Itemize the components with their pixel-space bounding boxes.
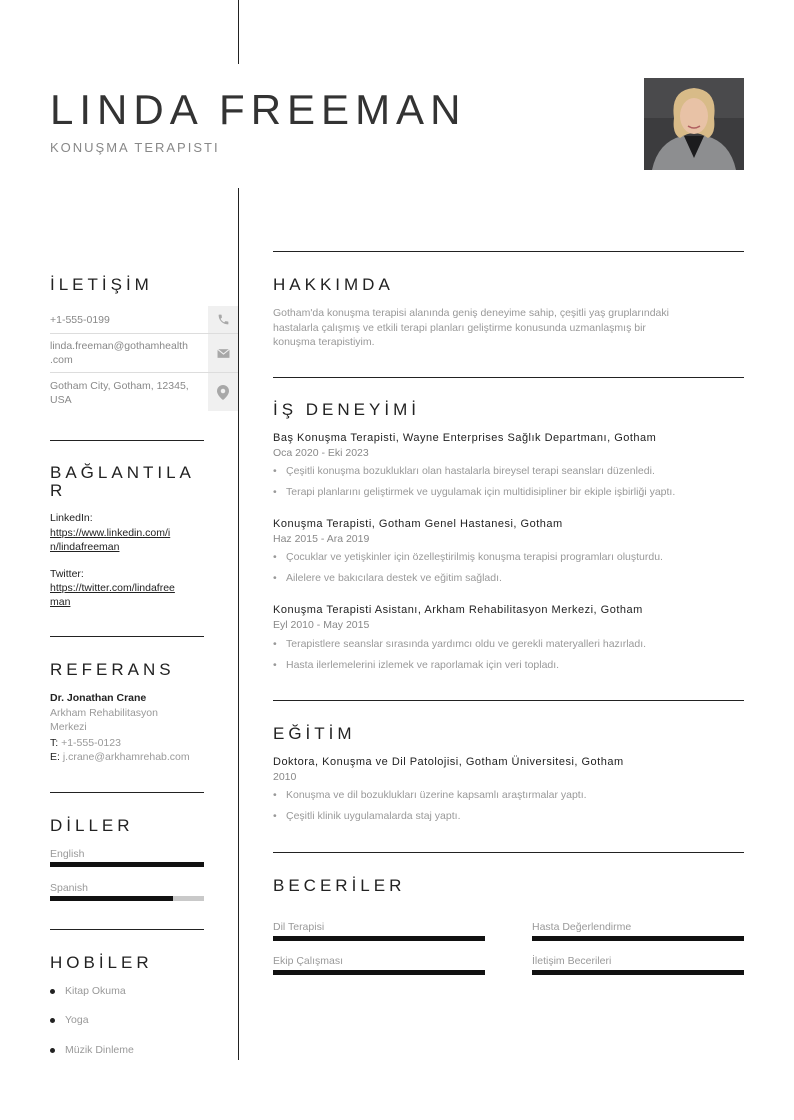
reference-name: Dr. Jonathan Crane: [50, 692, 147, 704]
skills-section-title: BECERİLER: [273, 876, 406, 895]
languages-section-title: DİLLER: [50, 816, 134, 835]
skill-item: [273, 921, 485, 933]
education-bullet-text: Konuşma ve dil bozuklukları üzerine kapsamlı araştırmalar yaptı.: [286, 789, 587, 801]
envelope-icon: [208, 334, 238, 372]
candidate-job-title: KONUŞMA TERAPISTI: [50, 140, 220, 155]
job-bullet: [273, 465, 655, 477]
candidate-name: LINDA FREEMAN: [50, 86, 467, 133]
contact-phone-row: [50, 306, 238, 334]
links-title-line1: BAĞLANTILA: [50, 463, 195, 482]
hobbies-section-title: HOBİLER: [50, 953, 153, 972]
twitter-label: Twitter:: [50, 568, 84, 580]
linkedin-link[interactable]: [50, 526, 210, 554]
job-date: Oca 2020 - Eki 2023: [273, 447, 369, 459]
skill-level-bar: [532, 936, 744, 941]
reference-phone: +1-555-0123: [58, 737, 121, 749]
hobby-item: [50, 1044, 134, 1056]
hobby-label: Kitap Okuma: [65, 985, 126, 997]
contact-address-line2: USA: [50, 394, 72, 406]
education-degree: Doktora, Konuşma ve Dil Patolojisi, Gotham Üniversitesi, Gotham: [273, 756, 624, 768]
right-divider-1: [273, 251, 744, 252]
profile-photo: [644, 78, 744, 170]
contact-address-row: [50, 373, 238, 411]
left-divider-3: [50, 792, 204, 793]
skill-level-bar: [273, 936, 485, 941]
bullet-icon: •: [273, 789, 277, 801]
skill-level-bar: [532, 970, 744, 975]
bullet-icon: •: [273, 465, 277, 477]
twitter-url-line1: https://twitter.com/lindafree: [50, 582, 175, 594]
job-title: Konuşma Terapisti, Gotham Genel Hastanesi, Gotham: [273, 518, 563, 530]
education-bullet: [273, 789, 587, 801]
hobby-item: [50, 1014, 89, 1026]
education-bullet-text: Çeşitli klinik uygulamalarda staj yaptı.: [286, 810, 461, 822]
job-bullet-text: Terapi planlarını geliştirmek ve uygulamak için multidisipliner bir ekiple işbirliği yaptı.: [286, 486, 676, 498]
right-divider-4: [273, 852, 744, 853]
experience-section-title: İŞ DENEYİMİ: [273, 400, 420, 419]
hobby-label: Yoga: [65, 1014, 89, 1026]
hobby-label: Müzik Dinleme: [65, 1044, 134, 1056]
hobby-item: [50, 985, 126, 997]
language-level-bar: [50, 862, 204, 867]
contact-email[interactable]: [50, 339, 208, 367]
linkedin-url-line2: n/lindafreeman: [50, 541, 120, 553]
job-bullet-text: Ailelere ve bakıcılara destek ve eğitim sağladı.: [286, 572, 502, 584]
linkedin-url-line1: https://www.linkedin.com/i: [50, 527, 171, 539]
job-bullet: [273, 486, 675, 498]
left-divider-4: [50, 929, 204, 930]
bullet-dot-icon: [50, 989, 55, 994]
job-bullet: [273, 659, 559, 671]
links-title-line2: R: [50, 481, 67, 500]
skill-label: İletişim Becerileri: [532, 955, 612, 967]
skill-item: [273, 955, 485, 967]
right-divider-2: [273, 377, 744, 378]
job-bullet: [273, 638, 646, 650]
education-section-title: EĞİTİM: [273, 724, 356, 743]
contact-phone: +1-555-0199: [50, 314, 110, 326]
bullet-icon: •: [273, 572, 277, 584]
about-line2: hastalarla çalışmış ve etkili terapi planları geliştirme konusunda uzmanlaşmış bir: [273, 321, 646, 334]
reference-email[interactable]: j.crane@arkhamrehab.com: [59, 751, 190, 763]
references-section-title: REFERANS: [50, 660, 175, 679]
job-bullet-text: Terapistlere seanslar sırasında yardımcı oldu ve gerekli materyalleri hazırladı.: [286, 638, 647, 650]
job-date: Eyl 2010 - May 2015: [273, 619, 370, 631]
bullet-icon: •: [273, 551, 277, 563]
skill-item: [532, 921, 744, 933]
job-bullet-text: Çocuklar ve yetişkinler için özelleştirilmiş konuşma terapisi programları oluşturdu.: [286, 551, 663, 563]
location-pin-icon: [208, 373, 238, 411]
reference-phone-row: [50, 737, 121, 749]
job-bullet: [273, 572, 502, 584]
job-title: Baş Konuşma Terapisti, Wayne Enterprises Sağlık Departmanı, Gotham: [273, 432, 657, 444]
contact-address-line1: Gotham City, Gotham, 12345,: [50, 380, 189, 392]
education-year: 2010: [273, 771, 297, 783]
bullet-icon: •: [273, 810, 277, 822]
bullet-icon: •: [273, 486, 277, 498]
skill-label: Ekip Çalışması: [273, 955, 344, 967]
contact-email-line2: .com: [50, 354, 73, 366]
phone-icon: [208, 306, 238, 333]
left-divider-2: [50, 636, 204, 637]
job-bullet-text: Çeşitli konuşma bozuklukları olan hastalarla bireysel terapi seansları düzenledi.: [286, 465, 655, 477]
contact-address: [50, 379, 208, 407]
contact-section-title: İLETİŞİM: [50, 275, 153, 294]
job-bullet-text: Hasta ilerlemelerini izlemek ve raporlamak için veri topladı.: [286, 659, 560, 671]
reference-email-label: E:: [50, 751, 60, 763]
left-divider-1: [50, 440, 204, 441]
reference-org-line1: Arkham Rehabilitasyon: [50, 707, 158, 719]
twitter-link[interactable]: [50, 581, 210, 609]
about-text: [273, 306, 744, 350]
reference-org-line2: Merkezi: [50, 721, 87, 733]
reference-phone-label: T:: [50, 737, 59, 749]
language-level-bar: [50, 896, 204, 901]
about-section-title: HAKKIMDA: [273, 275, 394, 294]
contact-email-row: [50, 334, 238, 373]
bullet-dot-icon: [50, 1018, 55, 1023]
reference-email-row: [50, 751, 190, 763]
about-line3: konuşma terapistiyim.: [273, 336, 375, 348]
twitter-url-line2: man: [50, 596, 71, 608]
bullet-icon: •: [273, 659, 277, 671]
skill-label: Dil Terapisi: [273, 921, 325, 933]
education-bullet: [273, 810, 461, 822]
column-divider-line: [238, 188, 239, 1060]
contact-email-line1: linda.freeman@gothamhealth: [50, 340, 188, 352]
bullet-dot-icon: [50, 1048, 55, 1053]
linkedin-label: LinkedIn:: [50, 512, 93, 524]
language-name: Spanish: [50, 882, 88, 894]
skill-level-bar: [273, 970, 485, 975]
language-name: English: [50, 848, 85, 860]
language-level-fill: [50, 896, 173, 901]
skill-label: Hasta Değerlendirme: [532, 921, 632, 933]
job-title: Konuşma Terapisti Asistanı, Arkham Rehabilitasyon Merkezi, Gotham: [273, 604, 643, 616]
top-divider-line: [238, 0, 239, 64]
about-line1: Gotham'da konuşma terapisi alanında geniş deneyime sahip, çeşitli yaş gruplarındaki: [273, 307, 669, 319]
skill-item: [532, 955, 744, 967]
language-level-fill: [50, 862, 204, 867]
links-section-title: [50, 464, 195, 500]
right-divider-3: [273, 700, 744, 701]
job-bullet: [273, 551, 663, 563]
bullet-icon: •: [273, 638, 277, 650]
reference-organization: [50, 706, 158, 734]
job-date: Haz 2015 - Ara 2019: [273, 533, 370, 545]
